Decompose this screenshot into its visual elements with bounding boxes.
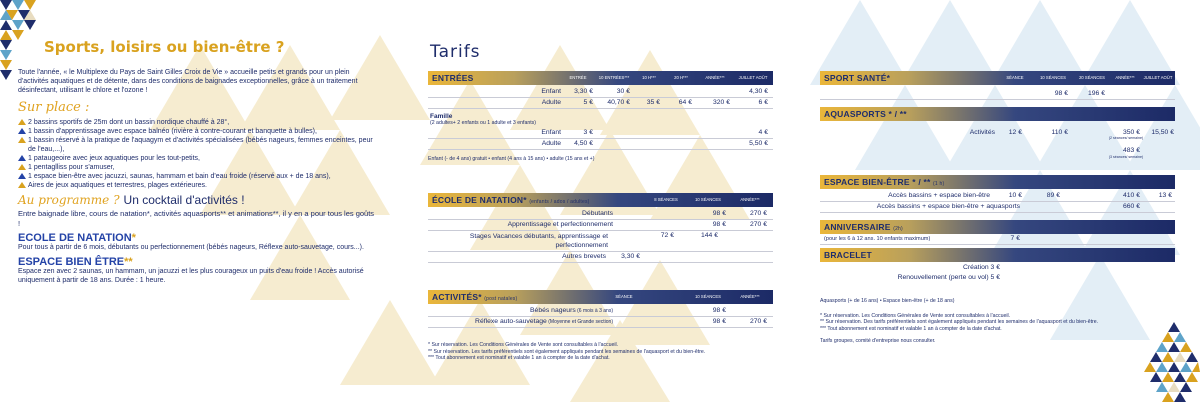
triangle-bullet-icon [18, 155, 26, 161]
bien-etre-section [820, 175, 1175, 213]
row-label: Autres brevets [562, 253, 606, 260]
table-row [428, 209, 773, 220]
row-value: 144 € [700, 232, 718, 239]
triangle-bullet-icon [18, 119, 26, 125]
natation-header-bar: ÉCOLE DE NATATION* (enfants / ados / adultes) 8 SÉANCES 10 SÉANCES ANNÉE*** [428, 193, 773, 207]
entrees-section [428, 71, 773, 162]
age-note: Aquasports (+ de 16 ans) • Espace bien-être (+ de 18 ans) [820, 298, 955, 304]
list-item: Aires de jeux aquatiques et terrestres, plages extérieures. [18, 181, 378, 190]
row-label: Enfant [541, 129, 561, 136]
espace-title: ESPACE BIEN ÊTRE [18, 256, 125, 268]
programme-heading [18, 193, 398, 207]
espace-heading: ESPACE BIEN ÊTRE** [18, 256, 133, 268]
bien-etre-header-bar [820, 175, 1175, 189]
ecole-heading: ECOLE DE NATATION* [18, 232, 136, 244]
row-value: 270 € [749, 318, 767, 325]
natation-title: ÉCOLE DE NATATION* (enfants / ados / adultes) [432, 195, 590, 205]
ecole-title: ECOLE DE NATATION [18, 232, 132, 244]
triangle-bullet-icon [18, 128, 26, 134]
row-label: Débutants [582, 210, 613, 217]
aquasports-section [820, 107, 1175, 165]
list-item: 2 bassins sportifs de 25m dont un bassin nordique chauffé à 28°, [18, 118, 378, 127]
table-row: Accès bassins + espace bien-être 10 € 89 € 410 € 13 € [820, 191, 1175, 202]
row-value: 6 € [758, 99, 768, 106]
table-row [428, 231, 773, 252]
bracelet-header-bar [820, 248, 1175, 262]
row-value: 270 € [749, 221, 767, 228]
row-label: Adulte [541, 140, 561, 147]
anniversaire-title: ANNIVERSAIRE (2h) [824, 222, 903, 232]
sport-sante-title: SPORT SANTÉ* [824, 73, 891, 83]
table-row: Accès bassins + espace bien-être + aquasports 660 € [820, 202, 1175, 213]
entrees-title: ENTRÉES [432, 73, 474, 83]
list-item: 1 pataugeoire avec jeux aquatiques pour les tout-petits, [18, 154, 378, 163]
row-value: 4,50 € [574, 140, 593, 147]
row-value: 30 € [616, 88, 630, 95]
natation-section [428, 193, 773, 263]
triangle-bullet-icon [18, 164, 26, 170]
sur-place-list [18, 118, 378, 190]
famille-sub: (2 adultes+ 2 enfants ou 1 adulte et 3 enfants) [430, 120, 536, 126]
table-row [428, 252, 773, 263]
table-row [428, 139, 773, 150]
activites-section [428, 290, 773, 362]
entrees-header-bar: ENTRÉES ENTRÉE 10 ENTRÉES*** 10 H*** 20 H*** ANNÉE*** JUILLET AOÛT [428, 71, 773, 85]
table-row [428, 87, 773, 98]
table-row: 98 € 196 € [820, 85, 1175, 100]
entrees-rows [428, 87, 773, 109]
table-row [428, 98, 773, 109]
bracelet-rows: Création 3 € Renouvellement (perte ou vol) 5 € [897, 264, 1000, 281]
row-value: 98 € [712, 307, 726, 314]
entrees-note: Enfant (- de 4 ans) gratuit • enfant (4 ans à 15 ans) • adulte (15 ans et +) [428, 156, 595, 162]
triangle-bullet-icon [18, 173, 26, 179]
activites-title: ACTIVITÉS* (post natales) [432, 292, 518, 302]
row-value: 320 € [712, 99, 730, 106]
aquasports-header-bar [820, 107, 1175, 121]
row-value: 98 € [712, 318, 726, 325]
programme-text: Entre baignade libre, cours de natation*, activités aquasports** et animations**, il y en a pour tous les goûts ! [18, 209, 375, 228]
row-label: Réflexe auto-sauvetage (Moyenne et Grande section) [475, 318, 613, 325]
programme-script: Au programme ? [18, 193, 120, 207]
tarifs-heading: Tarifs [430, 42, 481, 62]
list-item: 1 bassin d'apprentissage avec espace balnéo (rivière à contre-courant et banquette à bulles), [18, 127, 378, 136]
triangle-bullet-icon [18, 182, 26, 188]
anniversaire-header-bar [820, 220, 1175, 234]
espace-text: Espace zen avec 2 saunas, un hammam, un jacuzzi et les plus courageux un puits d'eau froide ! Accès autorisé uniquement à partir de 18 ans. Durée : 1 heure. [18, 268, 364, 284]
left-column [18, 38, 398, 285]
row-label: Bébés nageurs (6 mois à 3 ans) [530, 307, 613, 314]
bracelet-section [820, 248, 1175, 286]
natation-rows [428, 209, 773, 263]
list-item: 1 espace bien-être avec jacuzzi, saunas, hammam et bain d'eau froide (réservé aux + de 18 ans), [18, 172, 378, 181]
programme-title: Un cocktail d'activités ! [123, 193, 245, 207]
row-label: Apprentissage et perfectionnement [507, 221, 613, 228]
row-value: 3,30 € [621, 253, 640, 260]
famille-label: Famille [430, 113, 453, 120]
intro-text: Toute l'année, « le Multiplexe du Pays de Saint Gilles Croix de Vie » accueille petits et grands pour un plein d'activités aquatiques et de détente, dans des conditions de baignades exceptionnelles, grâce à un traitement désinfectant, utilisant le chlore et l'ozone ! [18, 69, 358, 94]
aquasports-title: AQUASPORTS * / ** [824, 109, 907, 119]
row-label: Enfant [541, 88, 561, 95]
table-row [428, 317, 773, 328]
sport-sante-header-bar: SPORT SANTÉ* SÉANCE 10 SÉANCES 20 SÉANCES ANNÉE*** JUILLET AOÛT [820, 71, 1175, 85]
row-value: 3 € [583, 129, 593, 136]
table-row [428, 220, 773, 231]
triangle-bullet-icon [18, 137, 26, 143]
row-value: 64 € [678, 99, 692, 106]
row-value: 5,50 € [749, 140, 768, 147]
table-row [428, 128, 773, 139]
list-item: 1 bassin réservé à la pratique de l'aquagym et d'activités spécialisées (bébés nageurs, femmes enceintes, peur de l'eau,...), [18, 136, 378, 154]
row-label: Stages Vacances débutants, apprentissage et perfectionnement [469, 233, 608, 249]
table-row: (pour les 6 à 12 ans. 10 enfants maximum) 7 € [820, 234, 1175, 245]
tarifs-notes: * Sur réservation. Les Conditions Générales de Vente sont consultables à l'accueil. ** Sur réservation. Les tarifs préférentiels sont également appliqués pendant les semaines de l'aquasport et du bien-être. *** Tout abonnement est nominatif et valable 1 an à compter de la date d'achat. [428, 342, 706, 361]
row-value: 35 € [646, 99, 660, 106]
sport-sante-section [820, 71, 1175, 100]
aquasports-rows: Activités 12 € 110 € 350 € (2 séances/ semaine) 15,50 € 483 € (3 séances/ semaine) [969, 129, 1174, 159]
activites-header-bar: ACTIVITÉS* (post natales) SÉANCE 10 SÉANCES ANNÉE*** [428, 290, 773, 304]
right-notes: Aquasports (+ de 16 ans) • Espace bien-être (+ de 18 ans) * Sur réservation. Les Conditions Générales de Vente sont consultables à l'accueil. ** Sur réservation. Des tarifs préférentiels sont également appliqués pendant les semaines de l'aquasport et du bien-être. *** Tout abonnement est nominatif et valable 1 an à compter de la date d'achat. Tarifs groupes, comité d'entreprise nous consulter. [820, 298, 1180, 345]
bien-etre-title: ESPACE BIEN-ÊTRE * / ** (1 h) [824, 177, 945, 187]
row-value: 270 € [749, 210, 767, 217]
groupes-note: Tarifs groupes, comité d'entreprise nous consulter. [820, 338, 936, 344]
row-value: 3,30 € [574, 88, 593, 95]
row-value: 98 € [712, 221, 726, 228]
famille-rows [428, 128, 773, 150]
bracelet-title: BRACELET [824, 250, 872, 260]
anniversaire-section [820, 220, 1175, 245]
row-value: 72 € [660, 232, 674, 239]
activites-rows [428, 306, 773, 328]
ecole-text: Pour tous à partir de 6 mois, débutants ou perfectionnement (bébés nageurs, Réflexe auto-sauvetage, cours...). [18, 244, 364, 251]
list-item: 1 pentaglliss pour s'amuser, [18, 163, 378, 172]
row-value: 5 € [583, 99, 593, 106]
row-value: 98 € [712, 210, 726, 217]
sur-place-title: Sur place : [18, 100, 90, 115]
row-label: Adulte [541, 99, 561, 106]
row-value: 40,70 € [607, 99, 630, 106]
row-value: 4,30 € [749, 88, 768, 95]
sports-loisirs-title: Sports, loisirs ou bien-être ? [44, 38, 285, 56]
table-row [428, 306, 773, 317]
row-value: 4 € [758, 129, 768, 136]
